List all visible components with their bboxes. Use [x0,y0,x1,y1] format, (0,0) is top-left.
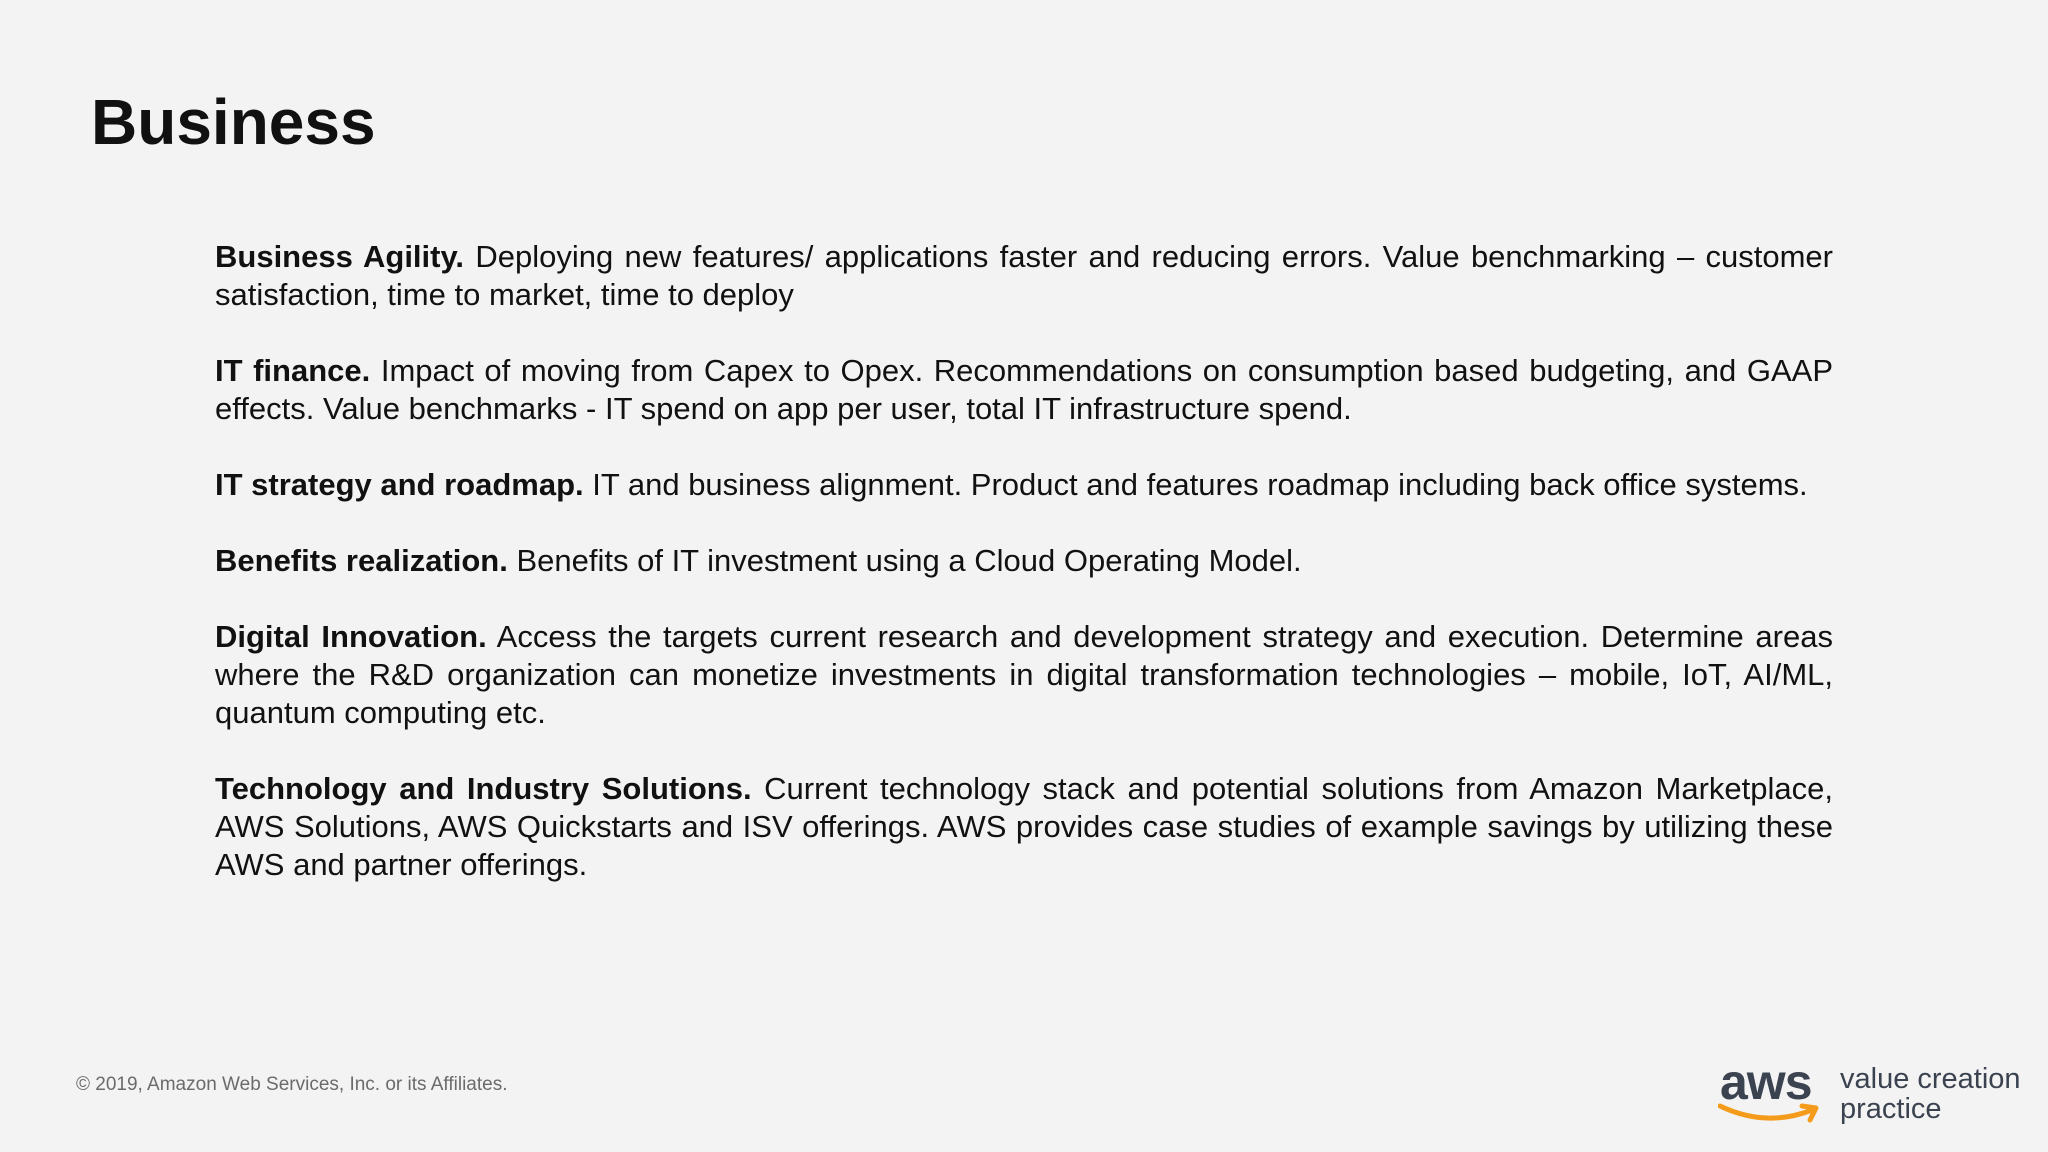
brand-tagline-line2: practice [1840,1093,1942,1125]
item-text: Benefits of IT investment using a Cloud Operating Model. [507,543,1302,578]
item-text: IT and business alignment. Product and features roadmap including back office systems. [583,467,1808,502]
item-lead: Digital Innovation. [215,619,487,654]
item-text: Impact of moving from Capex to Opex. Recommendations on consumption based budgeting, and GAAP effects. Value benchmarks - IT spend on app per user, total IT infrastructure spend. [215,353,1833,426]
slide-title: Business [91,86,376,158]
brand-tagline-line1: value creation [1840,1063,2021,1095]
content-body [215,238,1833,922]
item-benefits-realization [215,542,1833,580]
item-business-agility [215,238,1833,314]
item-text: Deploying new features/ applications faster and reducing errors. Value benchmarking – customer satisfaction, time to market, time to deploy [215,239,1833,312]
item-it-strategy [215,466,1833,504]
item-lead: IT strategy and roadmap. [215,467,584,502]
item-technology-solutions [215,770,1833,884]
item-digital-innovation [215,618,1833,732]
item-lead: Technology and Industry Solutions. [215,771,752,806]
item-lead: IT finance. [215,353,371,388]
aws-smile-logo-icon [1716,1054,1824,1134]
item-it-finance [215,352,1833,428]
item-lead: Business Agility. [215,239,465,274]
item-text: Access the targets current research and development strategy and execution. Determine areas where the R&D organization can monetize investments in digital transformation technologies – mobile, IoT, AI/ML, quantum computing etc. [215,619,1833,730]
item-lead: Benefits realization. [215,543,508,578]
brand-logo [1716,1054,2026,1134]
smile-arrow-icon [1718,1102,1826,1124]
brand-word: aws [1720,1054,1812,1110]
copyright-notice: © 2019, Amazon Web Services, Inc. or its Affiliates. [76,1074,508,1095]
item-text: Current technology stack and potential solutions from Amazon Marketplace, AWS Solutions, AWS Quickstarts and ISV offerings. AWS provides case studies of example savings by utilizing these AWS and partner offerings. [215,771,1834,882]
brand-tagline [1840,1064,2021,1124]
